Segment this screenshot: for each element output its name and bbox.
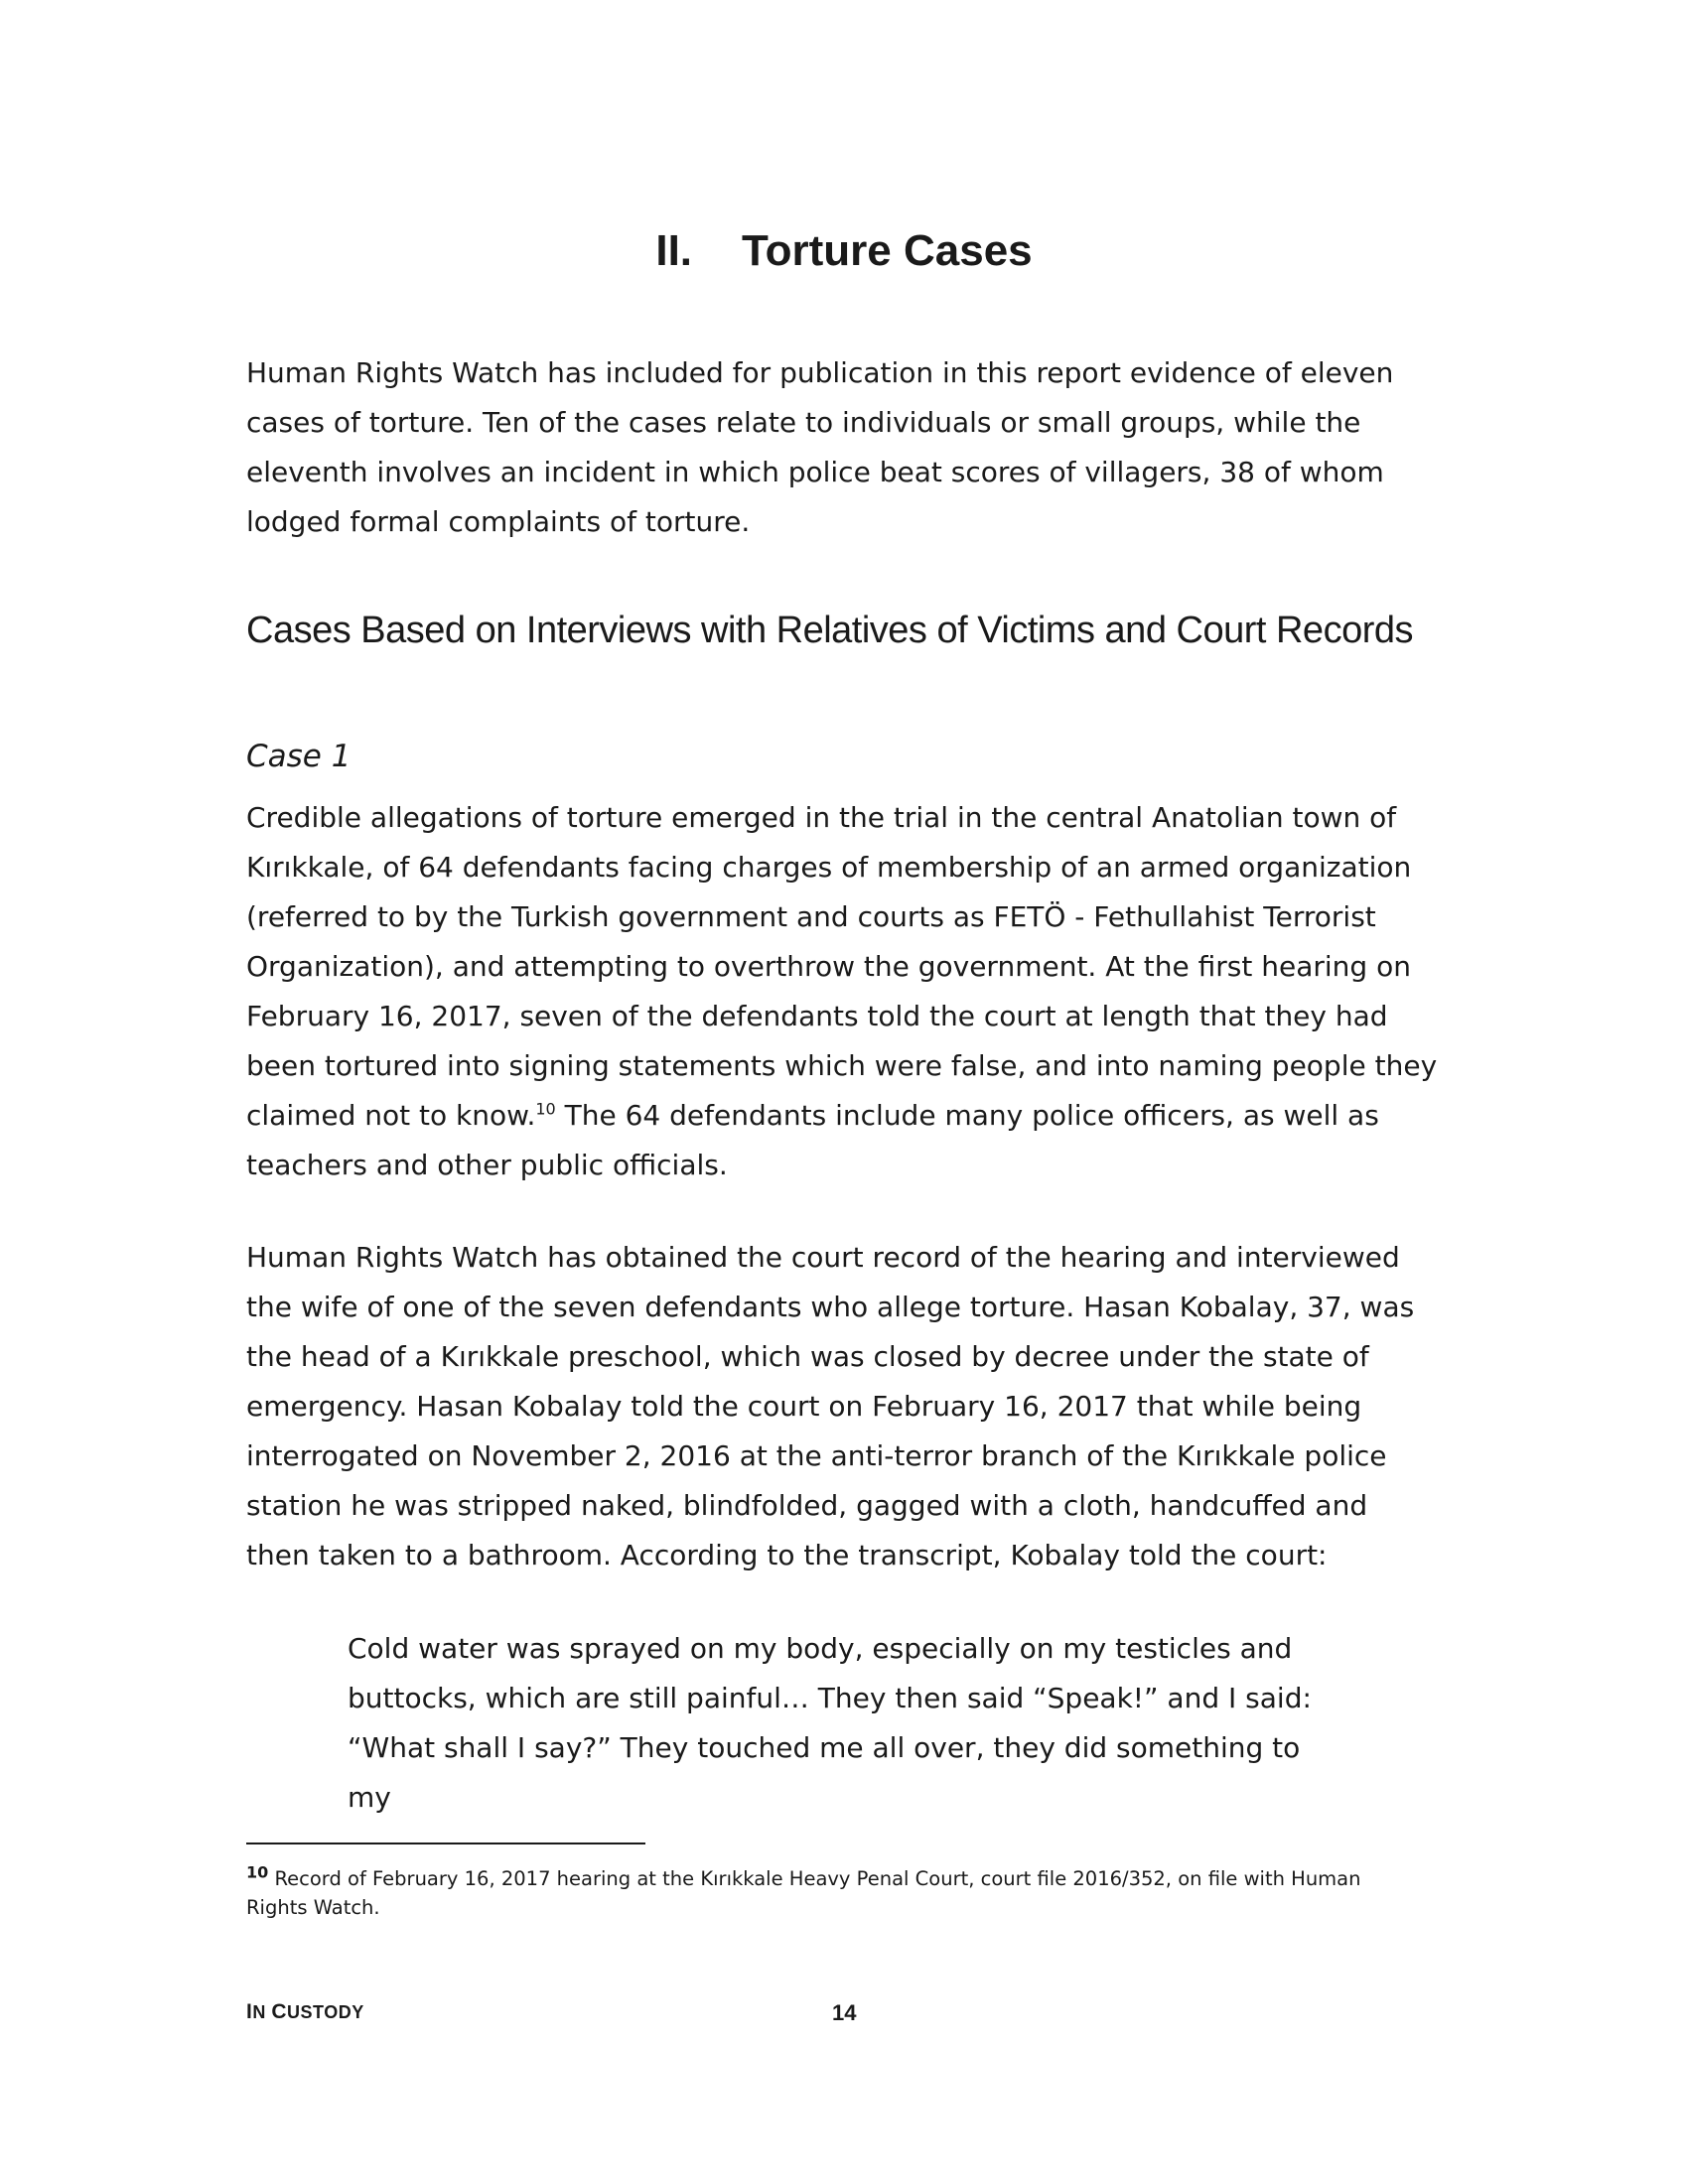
case-label: Case 1: [246, 739, 352, 774]
report-title-rest-2: USTODY: [287, 2002, 364, 2022]
section-heading: Cases Based on Interviews with Relatives of Victims and Court Records: [246, 610, 1413, 651]
footnote-number: 10: [246, 1862, 269, 1882]
case1-paragraph-1-text: Credible allegations of torture emerged in the trial in the central Anatolian town of Kırıkkale, of 64 defendants facing charges of membership of an armed organization (referred to by the Turkish government and courts as FETÖ - Fethullahist Terrorist Organization), and attempting to overthrow the government. At the first hearing on February 16, 2017, seven of the defendants told the court at length that they had been tortured into signing statements which were false, and into naming people they claimed not to know.: [246, 801, 1438, 1132]
footnote-divider: [246, 1843, 645, 1844]
footnote-text: Record of February 16, 2017 hearing at the Kırıkkale Heavy Penal Court, court file 2016/352, on file with Human Rights Watch.: [246, 1867, 1361, 1919]
footnote: [246, 1864, 1418, 1922]
chapter-title-text: Torture Cases: [742, 226, 1033, 275]
report-title-footer: [246, 2000, 364, 2024]
report-title-initial-1: I: [246, 2000, 253, 2023]
chapter-number: II.: [655, 226, 693, 275]
report-title-rest-1: N: [252, 2002, 272, 2022]
report-title-initial-2: C: [271, 2000, 288, 2023]
case1-paragraph-1: [246, 793, 1438, 1190]
page-number: 14: [832, 2000, 857, 2025]
chapter-title: [0, 226, 1688, 276]
intro-paragraph: Human Rights Watch has included for publication in this report evidence of eleven cases of torture. Ten of the cases relate to individuals or small groups, while the eleventh involves an incident in which police beat scores of villagers, 38 of whom lodged formal complaints of torture.: [246, 356, 1394, 538]
case1-paragraph-2: Human Rights Watch has obtained the court record of the hearing and interviewed the wife of one of the seven defendants who allege torture. Hasan Kobalay, 37, was the head of a Kırıkkale preschool, which was closed by decree under the state of emergency. Hasan Kobalay told the court on February 16, 2017 that while being interrogated on November 2, 2016 at the anti-terror branch of the Kırıkkale police station he was stripped naked, blindfolded, gagged with a cloth, handcuffed and then taken to a bathroom. According to the transcript, Kobalay told the court:: [246, 1241, 1415, 1571]
footnote-reference[interactable]: 10: [535, 1099, 556, 1119]
case1-paragraph-1-continued: The 64 defendants include many police officers, as well as teachers and other public officials.: [246, 1099, 1379, 1181]
testimony-quote: Cold water was sprayed on my body, especially on my testicles and buttocks, which are still painful… They then said “Speak!” and I said: “What shall I say?” They touched me all over, they did something to my: [348, 1632, 1312, 1814]
